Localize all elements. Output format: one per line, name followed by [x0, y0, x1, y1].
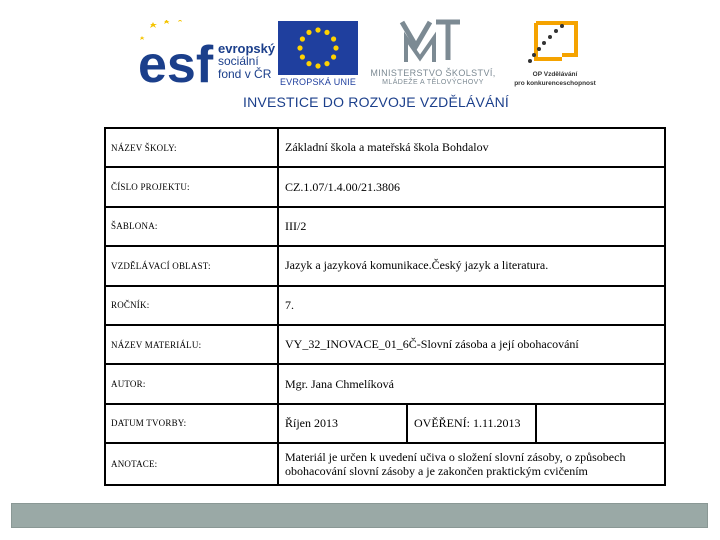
esf-line2: sociální — [218, 54, 259, 68]
esf-mark-icon — [138, 20, 218, 88]
op-mark-icon — [522, 19, 580, 67]
template-value: III/2 — [278, 207, 665, 246]
esf-line1: evropský — [218, 41, 276, 56]
template-label: ŠABLONA: — [105, 207, 278, 246]
project-number-value: CZ.1.07/1.4.00/21.3806 — [278, 167, 665, 206]
op-line1: OP Vzdělávání — [532, 71, 578, 78]
investice-banner: INVESTICE DO ROZVOJE VZDĚLÁVÁNÍ — [243, 94, 510, 110]
op-line2: pro konkurenceschopnost — [514, 80, 596, 87]
creation-date-value: Říjen 2013 — [278, 404, 407, 443]
msmt-line1: MINISTERSTVO ŠKOLSTVÍ, — [370, 68, 496, 78]
msmt-line2: MLÁDEŽE A TĚLOVÝCHOVY — [382, 79, 484, 86]
author-value: Mgr. Jana Chmelíková — [278, 364, 665, 403]
grade-label: ROČNÍK: — [105, 286, 278, 325]
verification-value — [536, 404, 665, 443]
esf-logo — [138, 20, 276, 90]
table-row — [105, 404, 665, 443]
material-name-label: NÁZEV MATERIÁLU: — [105, 325, 278, 364]
annotation-value: Materiál je určen k uvedení učiva o složení slovní zásoby, o způsobech obohacování slovní zásoby a je zakončen praktickým cvičením — [278, 443, 665, 485]
creation-date-label: DATUM TVORBY: — [105, 404, 278, 443]
op-logo — [505, 19, 605, 97]
eu-logo — [278, 21, 358, 93]
esf-line3: fond v ČR — [218, 67, 272, 81]
grade-value: 7. — [278, 286, 665, 325]
annotation-label: ANOTACE: — [105, 443, 278, 485]
msmt-logo — [363, 18, 503, 94]
table-row — [105, 286, 665, 325]
author-label: AUTOR: — [105, 364, 278, 403]
esf-text — [218, 42, 275, 81]
project-info-table — [104, 127, 666, 486]
msmt-mark-icon — [398, 18, 468, 64]
footer-bar — [11, 503, 708, 528]
verification-label: OVĚŘENÍ: 1.11.2013 — [407, 404, 536, 443]
material-name-value: VY_32_INOVACE_01_6Č-Slovní zásoba a její obohacování — [278, 325, 665, 364]
table-row — [105, 443, 665, 485]
education-area-value: Jazyk a jazyková komunikace.Český jazyk a literatura. — [278, 246, 665, 285]
school-name-label: NÁZEV ŠKOLY: — [105, 128, 278, 167]
eu-label: EVROPSKÁ UNIE — [279, 77, 357, 87]
table-row — [105, 128, 665, 167]
eu-stars-icon — [278, 21, 358, 75]
project-number-label: ČÍSLO PROJEKTU: — [105, 167, 278, 206]
logo-strip — [135, 14, 605, 114]
eu-flag — [278, 21, 358, 75]
table-row — [105, 246, 665, 285]
table-row — [105, 364, 665, 403]
education-area-label: VZDĚLÁVACÍ OBLAST: — [105, 246, 278, 285]
school-name-value: Základní škola a mateřská škola Bohdalov — [278, 128, 665, 167]
table-row — [105, 207, 665, 246]
table-row — [105, 325, 665, 364]
esf-wordmark: esf — [138, 36, 214, 88]
table-row — [105, 167, 665, 206]
